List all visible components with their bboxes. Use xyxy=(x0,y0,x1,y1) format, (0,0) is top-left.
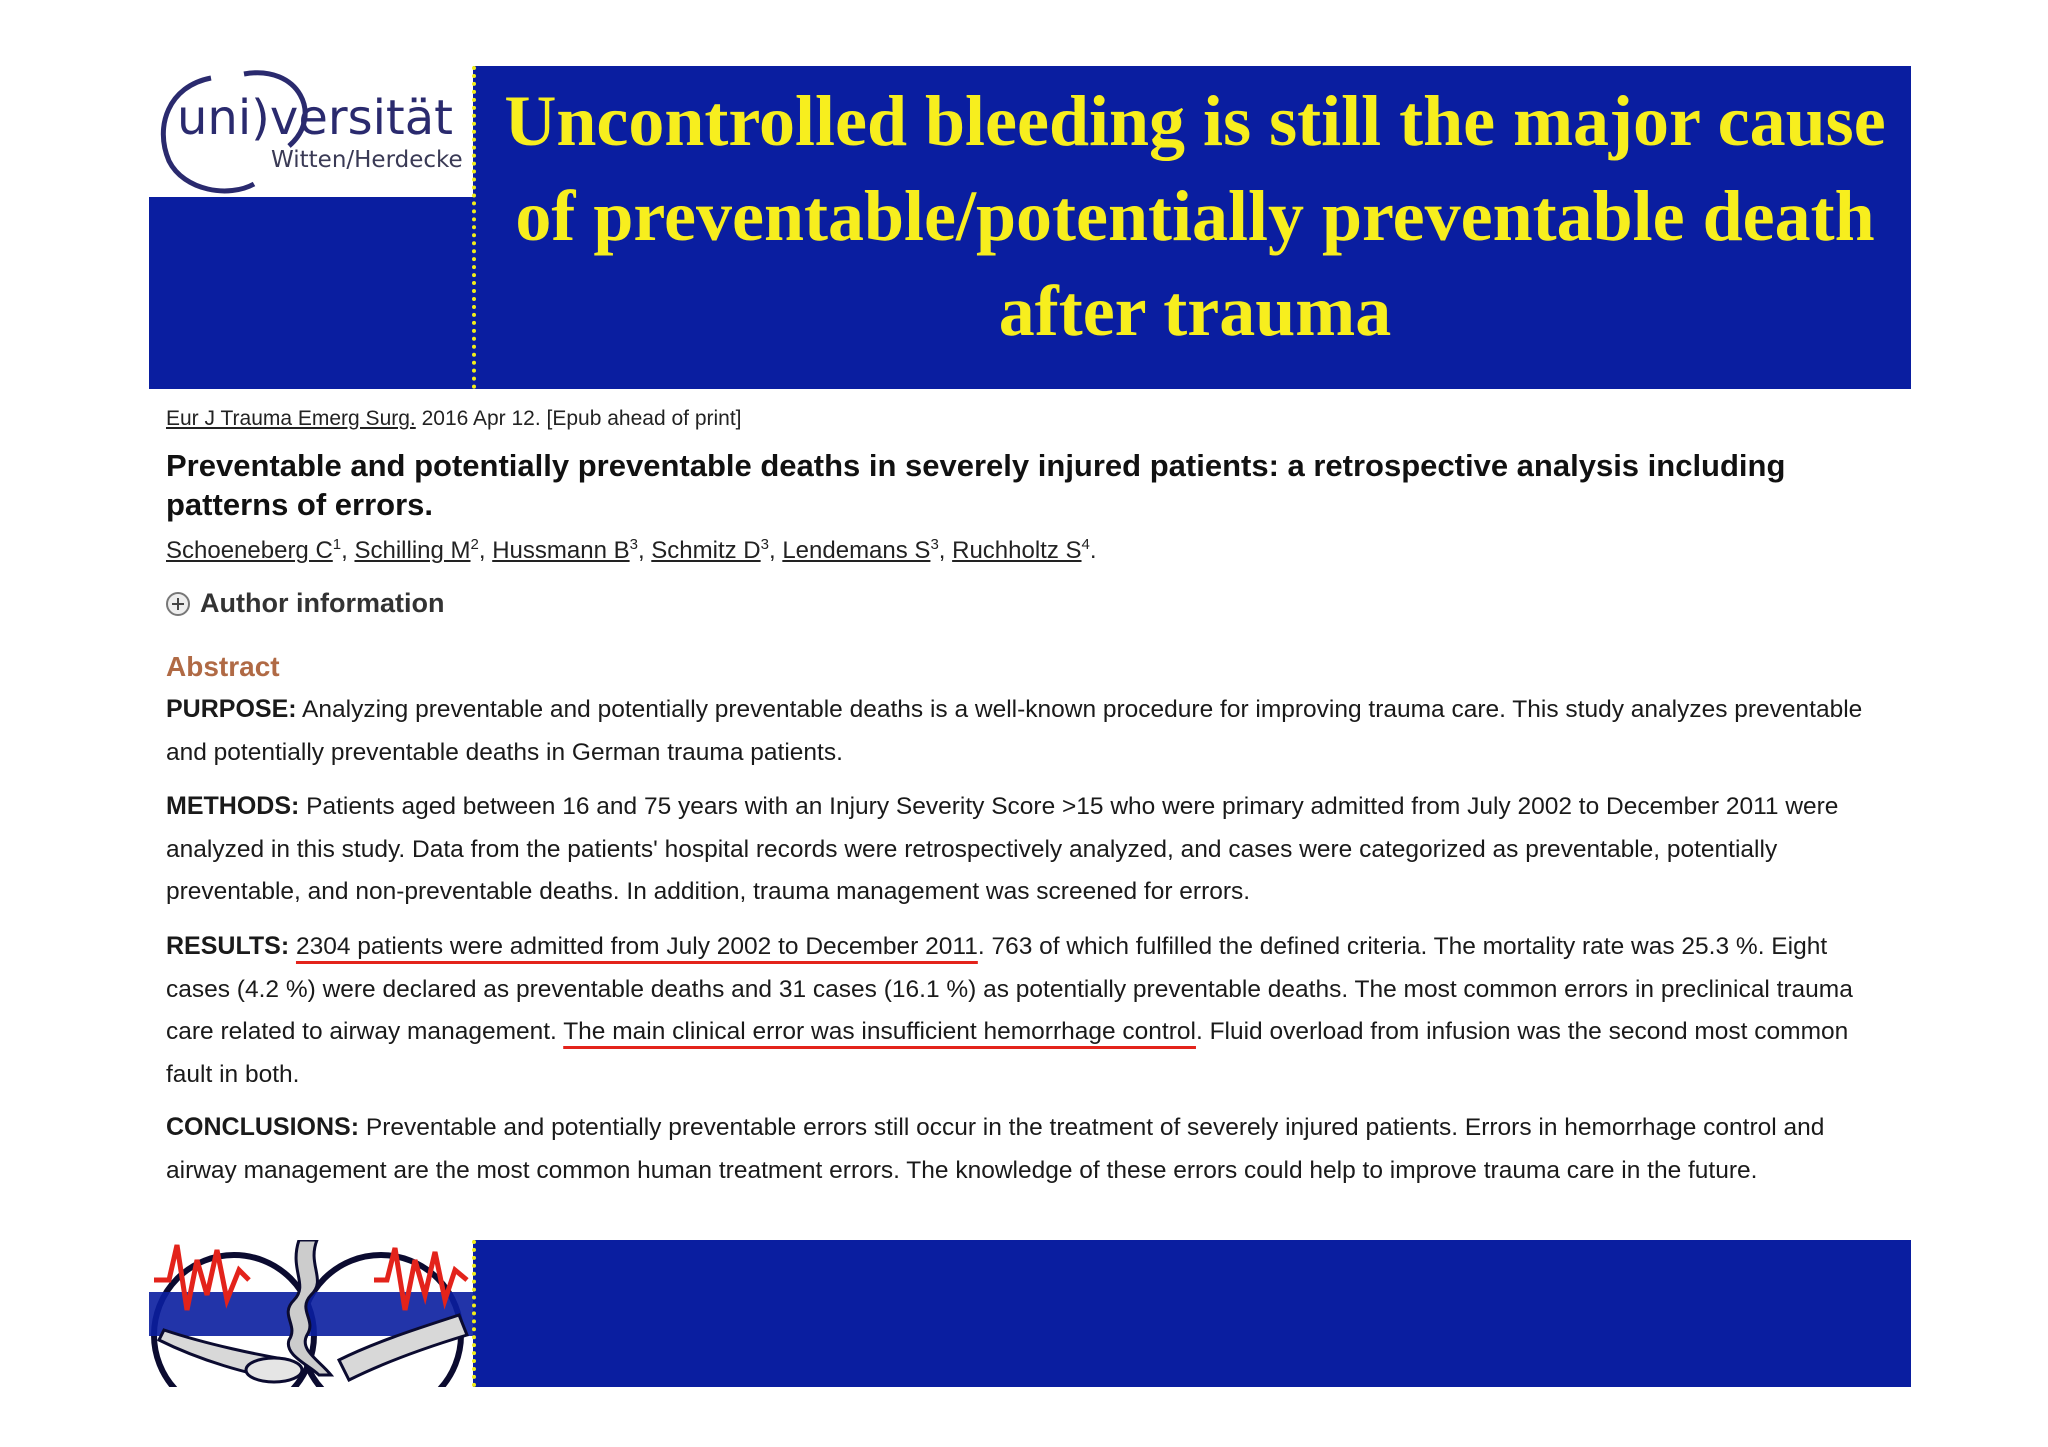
citation xyxy=(166,407,742,431)
author-affiliation: 4 xyxy=(1081,536,1090,553)
author-link[interactable]: Schmitz D xyxy=(651,537,761,564)
author-link[interactable]: Hussmann B xyxy=(492,537,630,564)
abstract-results xyxy=(166,925,1891,1096)
conclusions-text: Preventable and potentially preventable errors still occur in the treatment of severely injured patients. Errors in hemorrhage control and airway management are the most common human treatment errors. The knowledge of these errors could help to improve trauma care in the future. xyxy=(166,1114,1825,1184)
author-affiliation: 2 xyxy=(470,536,479,553)
citation-details: 2016 Apr 12. [Epub ahead of print] xyxy=(415,407,742,430)
author-info-label: Author information xyxy=(200,588,445,618)
author-link[interactable]: Ruchholtz S xyxy=(952,537,1082,564)
methods-label: METHODS: xyxy=(166,792,300,820)
results-highlight-hemorrhage: The main clinical error was insufficient hemorrhage control xyxy=(563,1018,1196,1045)
results-highlight-admissions: 2304 patients were admitted from July 2002 to December 2011 xyxy=(295,933,978,960)
expand-plus-icon[interactable] xyxy=(166,592,190,616)
purpose-text: Analyzing preventable and potentially preventable deaths is a well-known procedure for improving trauma care. This study analyzes preventable and potentially preventable deaths in German trauma patients. xyxy=(166,696,1863,766)
logo-subtitle: Witten/Herdecke xyxy=(271,147,463,173)
author-affiliation: 1 xyxy=(332,536,342,553)
author-link[interactable]: Schilling M xyxy=(354,537,471,564)
abstract-heading: Abstract xyxy=(166,651,280,682)
results-label: RESULTS: xyxy=(166,932,290,960)
abstract-conclusions xyxy=(166,1106,1891,1192)
slide-title: Uncontrolled bleeding is still the major cause of preventable/potentially preventable death after trauma xyxy=(504,81,1886,351)
results-text-2: . Fluid overload from infusion was the second most common fault in both. xyxy=(166,1018,1849,1088)
article-title: Preventable and potentially preventable deaths in severely injured patients: a retrospective analysis including patterns of errors. xyxy=(166,448,1786,522)
author-affiliation: 3 xyxy=(930,536,939,553)
footer-divider xyxy=(472,1240,476,1387)
author-info-toggle[interactable] xyxy=(166,588,444,619)
conclusions-label: CONCLUSIONS: xyxy=(166,1113,360,1141)
results-text-1: . 763 of which fulfilled the defined criteria. The mortality rate was 25.3 %. Eight cases (4.2 %) were declared as preventable deaths and 31 cases (16.1 %) as potentially preventable deaths. The most common errors in preclinical trauma care related to airway management. xyxy=(166,933,1853,1045)
logo-wordmark: uni)versität xyxy=(177,90,453,146)
abstract-purpose xyxy=(166,688,1891,774)
author-affiliation: 3 xyxy=(760,536,769,553)
author-link[interactable]: Lendemans S xyxy=(782,537,931,564)
journal-link[interactable]: Eur J Trauma Emerg Surg. xyxy=(166,407,416,430)
methods-text: Patients aged between 16 and 75 years with an Injury Severity Score >15 who were primary admitted from July 2002 to December 2011 were analyzed in this study. Data from the patients' hospital records were retrospectively analyzed, and cases were categorized as preventable, potentially preventable, and non-preventable deaths. In addition, trauma management was screened for errors. xyxy=(166,793,1839,905)
author-affiliation: 3 xyxy=(629,536,638,553)
author-link[interactable]: Schoeneberg C xyxy=(166,537,333,564)
author-list: Schoeneberg $C^1$, Schilling $M^2$, Hussmann $B^3$, Schmitz $D^3$, Lendemans $S^3$, Ruchholtz $S^4$. xyxy=(166,536,1097,564)
header-divider xyxy=(472,66,476,389)
abstract-methods xyxy=(166,785,1891,914)
university-logo xyxy=(149,66,473,197)
trauma-society-logo-icon xyxy=(149,1240,473,1387)
purpose-label: PURPOSE: xyxy=(166,695,297,723)
